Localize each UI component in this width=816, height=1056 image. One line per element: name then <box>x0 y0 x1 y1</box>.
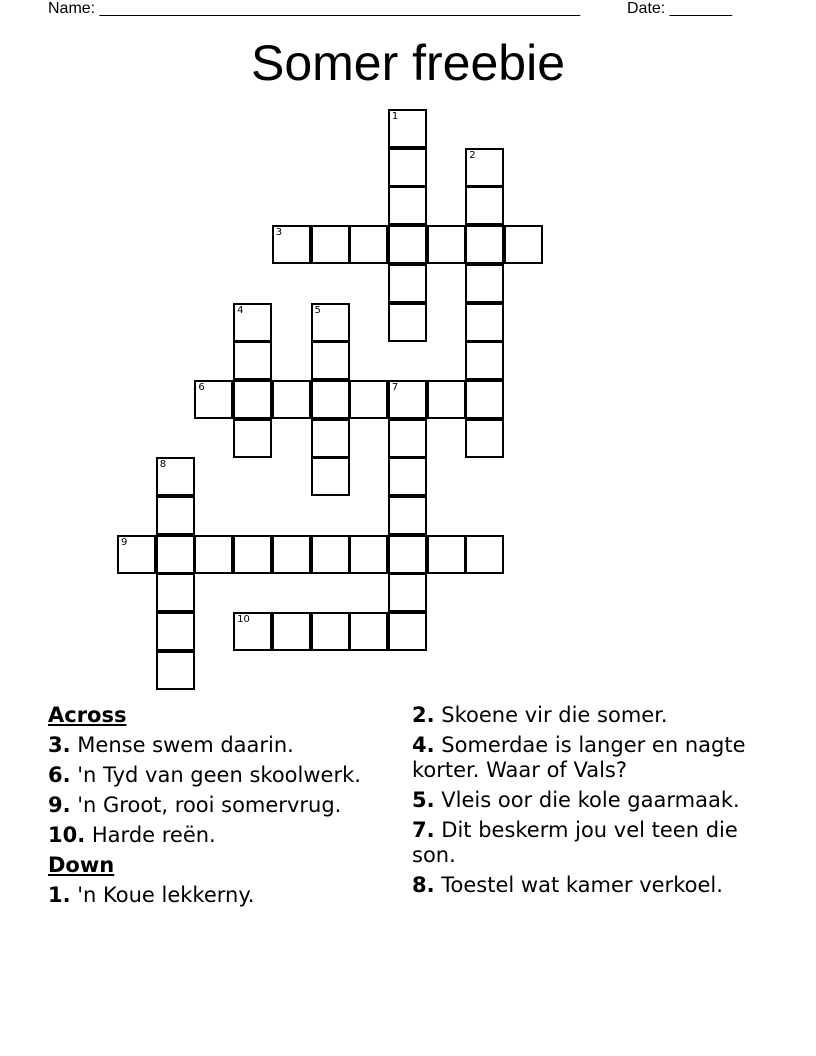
clue-across-3 <box>48 733 388 758</box>
clue-text: Vleis oor die kole gaarmaak. <box>441 788 740 812</box>
clue-number: 1. <box>48 883 71 907</box>
grid-cell[interactable] <box>156 612 195 651</box>
clues-left-column <box>48 703 388 913</box>
clue-number: 8. <box>412 873 435 897</box>
grid-cell[interactable] <box>272 380 311 419</box>
grid-cell[interactable] <box>272 612 311 651</box>
grid-cell[interactable] <box>388 148 427 187</box>
grid-cell[interactable] <box>311 225 350 264</box>
grid-cell[interactable] <box>388 612 427 651</box>
name-field[interactable]: Name: ______________________________________________________ <box>48 0 581 17</box>
cell-number: 5 <box>314 304 321 316</box>
clue-number: 2. <box>412 703 435 727</box>
cell-number: 6 <box>198 381 205 393</box>
grid-cell[interactable] <box>117 535 156 574</box>
clue-across-9 <box>48 793 388 818</box>
clue-number: 6. <box>48 763 71 787</box>
grid-cell[interactable] <box>388 380 427 419</box>
clue-number: 9. <box>48 793 71 817</box>
grid-cell[interactable] <box>156 535 195 574</box>
grid-cell[interactable] <box>465 535 504 574</box>
cell-number: 4 <box>237 304 244 316</box>
grid-cell[interactable] <box>311 380 350 419</box>
cell-number: 3 <box>275 227 283 239</box>
clue-number: 7. <box>412 818 435 842</box>
grid-cell[interactable] <box>465 341 504 380</box>
grid-cell[interactable] <box>233 535 272 574</box>
grid-cell[interactable] <box>349 612 388 651</box>
grid-cell[interactable] <box>311 612 350 651</box>
clue-number: 4. <box>412 733 435 757</box>
grid-cell[interactable] <box>194 535 233 574</box>
grid-cell[interactable] <box>272 225 311 264</box>
grid-cell[interactable] <box>311 419 350 458</box>
grid-cell[interactable] <box>233 341 272 380</box>
grid-cell[interactable] <box>465 303 504 342</box>
clue-number: 3. <box>48 733 71 757</box>
grid-cell[interactable] <box>349 380 388 419</box>
grid-cell[interactable] <box>465 186 504 225</box>
grid-cell[interactable] <box>427 535 466 574</box>
grid-cell[interactable] <box>465 264 504 303</box>
clue-text: 'n Tyd van geen skoolwerk. <box>77 763 361 787</box>
clue-across-10 <box>48 823 388 848</box>
down-heading: Down <box>48 853 115 877</box>
clues-right-column <box>412 703 752 903</box>
grid-cell[interactable] <box>194 380 233 419</box>
date-field[interactable]: Date: _______ <box>627 0 732 17</box>
clue-number: 10. <box>48 823 86 847</box>
clue-text: Somerdae is langer en nagte korter. Waar of Vals? <box>412 733 746 782</box>
cell-number: 2 <box>469 149 476 161</box>
clue-text: Skoene vir die somer. <box>441 703 668 727</box>
clue-across-6 <box>48 763 388 788</box>
clue-text: Mense swem daarin. <box>77 733 294 757</box>
grid-cell[interactable] <box>156 496 195 535</box>
clue-text: Harde reën. <box>91 823 216 847</box>
grid-cell[interactable] <box>388 303 427 342</box>
cell-number: 8 <box>159 459 167 471</box>
cell-number: 9 <box>121 536 128 548</box>
grid-cell[interactable] <box>388 225 427 264</box>
cell-number: 7 <box>391 381 399 393</box>
cell-number: 1 <box>391 111 399 122</box>
grid-cell[interactable] <box>233 380 272 419</box>
grid-cell[interactable] <box>233 419 272 458</box>
clue-down-5 <box>412 788 752 813</box>
grid-cell[interactable] <box>388 457 427 496</box>
clue-text: Toestel wat kamer verkoel. <box>441 873 723 897</box>
clue-down-7 <box>412 818 752 868</box>
grid-cell[interactable] <box>349 225 388 264</box>
grid-cell[interactable] <box>349 535 388 574</box>
grid-cell[interactable] <box>388 496 427 535</box>
grid-cell[interactable] <box>504 225 543 264</box>
grid-cell[interactable] <box>388 109 427 148</box>
clue-down-1 <box>48 883 388 908</box>
grid-cell[interactable] <box>427 225 466 264</box>
cell-number: 10 <box>237 614 250 626</box>
clue-number: 5. <box>412 788 435 812</box>
grid-cell[interactable] <box>233 612 272 651</box>
grid-cell[interactable] <box>311 341 350 380</box>
grid-cell[interactable] <box>465 419 504 458</box>
grid-cell[interactable] <box>156 651 195 690</box>
clue-down-2 <box>412 703 752 728</box>
grid-cell[interactable] <box>233 303 272 342</box>
grid-cell[interactable] <box>311 535 350 574</box>
grid-cell[interactable] <box>388 186 427 225</box>
clue-text: Dit beskerm jou vel teen die son. <box>412 818 738 867</box>
page-title: Somer freebie <box>250 35 566 91</box>
grid-cell[interactable] <box>156 457 195 496</box>
grid-cell[interactable] <box>388 264 427 303</box>
clue-text: 'n Groot, rooi somervrug. <box>77 793 342 817</box>
grid-cell[interactable] <box>465 148 504 187</box>
grid-cell[interactable] <box>311 457 350 496</box>
grid-cell[interactable] <box>311 303 350 342</box>
grid-cell[interactable] <box>156 573 195 612</box>
across-heading: Across <box>48 703 127 727</box>
grid-cell[interactable] <box>427 380 466 419</box>
clue-down-4 <box>412 733 752 783</box>
grid-cell[interactable] <box>388 419 427 458</box>
clue-down-8 <box>412 873 752 898</box>
grid-cell[interactable] <box>465 225 504 264</box>
grid-cell[interactable] <box>272 535 311 574</box>
clue-text: 'n Koue lekkerny. <box>77 883 255 907</box>
grid-cell[interactable] <box>388 573 427 612</box>
grid-cell[interactable] <box>465 380 504 419</box>
grid-cell[interactable] <box>388 535 427 574</box>
